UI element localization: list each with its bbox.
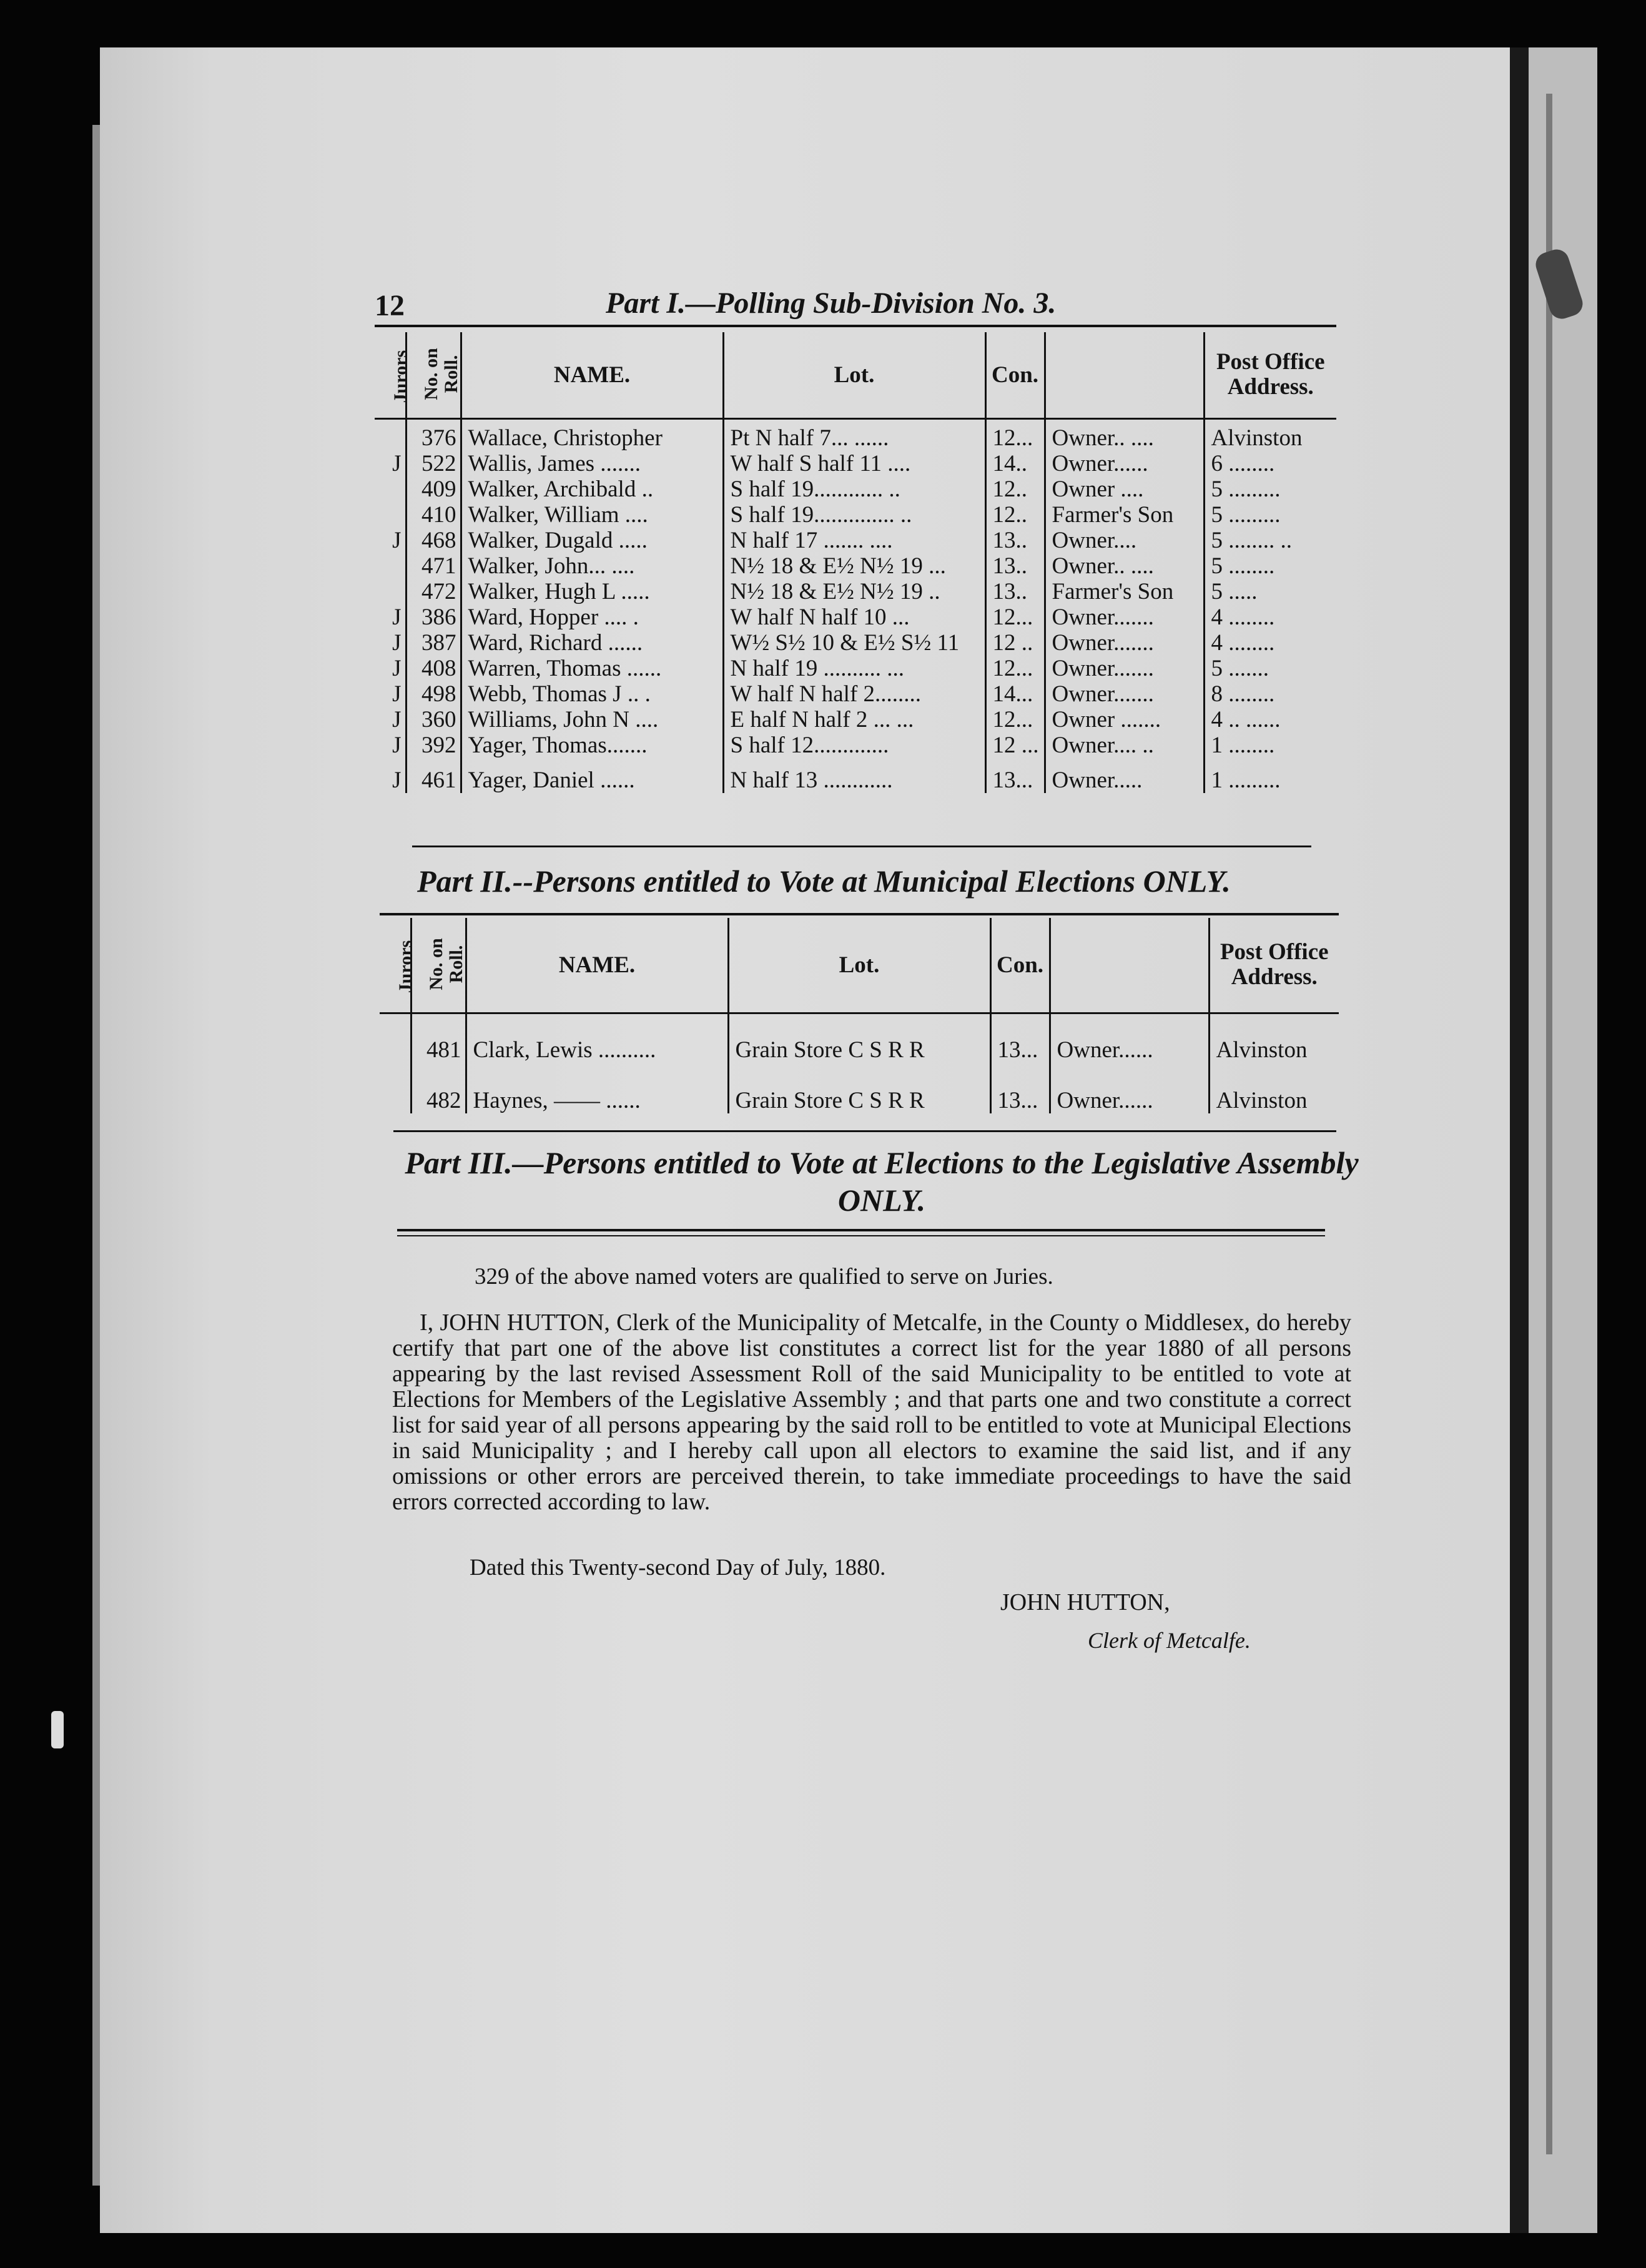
col-con: Con.	[990, 918, 1050, 1013]
table-row	[375, 707, 1336, 732]
rule	[397, 1229, 1325, 1231]
cell-occupation: Owner.......	[1045, 604, 1204, 630]
table-row	[380, 1063, 1339, 1113]
col-lot: Lot.	[728, 918, 990, 1013]
cell-con: 13..	[985, 528, 1045, 553]
table-row	[375, 418, 1336, 451]
col-jurors: Jurors	[375, 332, 406, 418]
cell-post-office: 4 .. ......	[1204, 707, 1336, 732]
part1-title: Part I.—Polling Sub-Division No. 3.	[606, 287, 1057, 320]
cell-jurors	[380, 1063, 411, 1113]
cell-con: 12 ..	[985, 630, 1045, 656]
cell-lot: E half N half 2 ... ...	[723, 707, 985, 732]
table-row	[375, 604, 1336, 630]
cell-roll: 410	[406, 502, 461, 528]
jurors-note: 329 of the above named voters are qualified to serve on Juries.	[475, 1264, 1053, 1289]
col-post-office: Post Office Address.	[1209, 918, 1339, 1013]
cell-roll: 386	[406, 604, 461, 630]
cell-name: Walker, John... ....	[461, 553, 723, 579]
cell-post-office: 1 .........	[1204, 767, 1336, 793]
table-row	[375, 732, 1336, 767]
cell-lot: Grain Store C S R R	[728, 1063, 990, 1113]
cell-jurors: J	[392, 767, 402, 793]
cell-roll: 498	[406, 681, 461, 707]
cell-occupation: Owner.... ..	[1045, 732, 1204, 767]
cell-con: 13..	[985, 579, 1045, 604]
table-row	[375, 579, 1336, 604]
cell-name: Walker, Archibald ..	[461, 476, 723, 502]
cell-occupation: Owner.....	[1045, 767, 1204, 793]
table-row	[380, 1013, 1339, 1063]
col-roll: No. on Roll.	[406, 332, 461, 418]
page-number: 12	[375, 289, 405, 322]
cell-occupation: Owner......	[1045, 451, 1204, 476]
cell-post-office: Alvinston	[1209, 1013, 1339, 1063]
cell-post-office: Alvinston	[1204, 418, 1336, 451]
cell-con: 12..	[985, 476, 1045, 502]
cell-con: 12..	[985, 502, 1045, 528]
cell-jurors	[375, 476, 406, 502]
cell-name: Webb, Thomas J .. .	[461, 681, 723, 707]
cell-name: Warren, Thomas ......	[461, 656, 723, 681]
cell-lot: W half N half 2........	[723, 681, 985, 707]
cell-post-office: 4 ........	[1204, 630, 1336, 656]
cell-roll: 468	[406, 528, 461, 553]
cell-occupation: Owner.. ....	[1045, 553, 1204, 579]
cell-lot: N half 17 ....... ....	[723, 528, 985, 553]
cell-jurors: J	[392, 630, 402, 656]
signature-title: Clerk of Metcalfe.	[1088, 1628, 1251, 1653]
cell-lot: S half 12.............	[723, 732, 985, 767]
col-lot: Lot.	[723, 332, 985, 418]
cell-con: 13...	[990, 1063, 1050, 1113]
col-jurors: Jurors	[380, 918, 411, 1013]
part2-title: Part II.--Persons entitled to Vote at Municipal Elections ONLY.	[417, 864, 1231, 899]
cell-roll: 471	[406, 553, 461, 579]
cell-name: Wallace, Christopher	[461, 418, 723, 451]
cell-occupation: Owner.......	[1045, 681, 1204, 707]
rule	[380, 913, 1339, 915]
part2-rows	[380, 1013, 1339, 1113]
col-post-office: Post Office Address.	[1204, 332, 1336, 418]
table-row	[375, 502, 1336, 528]
cell-con: 12...	[985, 707, 1045, 732]
cell-name: Haynes, —— ......	[466, 1063, 728, 1113]
table-row	[375, 451, 1336, 476]
cell-jurors: J	[392, 528, 402, 553]
signature-name: JOHN HUTTON,	[1000, 1589, 1170, 1615]
cell-roll: 408	[406, 656, 461, 681]
cell-con: 12...	[985, 656, 1045, 681]
cell-post-office: 5 .......	[1204, 656, 1336, 681]
table-row	[375, 681, 1336, 707]
cell-post-office: Alvinston	[1209, 1063, 1339, 1113]
cell-con: 14...	[985, 681, 1045, 707]
cell-occupation: Owner.......	[1045, 630, 1204, 656]
cell-jurors	[375, 502, 406, 528]
cell-con: 12...	[985, 604, 1045, 630]
col-occupation	[1045, 332, 1204, 418]
cell-post-office: 4 ........	[1204, 604, 1336, 630]
cell-occupation: Owner.. ....	[1045, 418, 1204, 451]
cell-roll: 522	[406, 451, 461, 476]
table-row	[375, 476, 1336, 502]
cell-post-office: 5 ........	[1204, 553, 1336, 579]
cell-name: Clark, Lewis ..........	[466, 1013, 728, 1063]
cell-roll: 392	[406, 732, 461, 767]
cell-post-office: 5 .........	[1204, 476, 1336, 502]
cell-occupation: Owner......	[1050, 1063, 1209, 1113]
col-name: NAME.	[466, 918, 728, 1013]
cell-lot: Grain Store C S R R	[728, 1013, 990, 1063]
rule	[397, 1235, 1325, 1236]
cell-con: 14..	[985, 451, 1045, 476]
cell-post-office: 1 ........	[1204, 732, 1336, 767]
cell-name: Wallis, James .......	[461, 451, 723, 476]
cell-occupation: Farmer's Son	[1045, 579, 1204, 604]
cell-post-office: 8 ........	[1204, 681, 1336, 707]
cell-jurors: J	[392, 451, 402, 476]
cell-roll: 360	[406, 707, 461, 732]
cell-con: 13...	[990, 1013, 1050, 1063]
cell-lot: W half S half 11 ....	[723, 451, 985, 476]
cell-occupation: Owner....	[1045, 528, 1204, 553]
cell-lot: N half 19 .......... ...	[723, 656, 985, 681]
cell-post-office: 5 .........	[1204, 502, 1336, 528]
cell-lot: W½ S½ 10 & E½ S½ 11	[723, 630, 985, 656]
cell-jurors	[375, 553, 406, 579]
cell-occupation: Farmer's Son	[1045, 502, 1204, 528]
cell-post-office: 6 ........	[1204, 451, 1336, 476]
cell-jurors	[380, 1013, 411, 1063]
cell-roll: 481	[411, 1013, 466, 1063]
cell-jurors: J	[392, 604, 402, 630]
cell-jurors: J	[392, 732, 402, 758]
cell-con: 13...	[985, 767, 1045, 793]
dated-line: Dated this Twenty-second Day of July, 1880.	[470, 1555, 886, 1580]
cell-roll: 409	[406, 476, 461, 502]
cell-con: 12 ...	[985, 732, 1045, 767]
part2-table	[380, 918, 1339, 1113]
col-occupation	[1050, 918, 1209, 1013]
cell-roll: 461	[406, 767, 461, 793]
cell-name: Ward, Richard ......	[461, 630, 723, 656]
rule	[412, 846, 1311, 847]
cell-occupation: Owner......	[1050, 1013, 1209, 1063]
cell-occupation: Owner.......	[1045, 656, 1204, 681]
cell-name: Walker, William ....	[461, 502, 723, 528]
part3-title: Part III.—Persons entitled to Vote at Elections to the Legislative Assembly ONLY.	[405, 1145, 1359, 1218]
cell-occupation: Owner ....	[1045, 476, 1204, 502]
cell-name: Williams, John N ....	[461, 707, 723, 732]
table-row	[375, 630, 1336, 656]
cell-name: Yager, Thomas.......	[461, 732, 723, 767]
rule	[375, 325, 1336, 327]
cell-jurors	[375, 418, 406, 451]
cell-con: 12...	[985, 418, 1045, 451]
cell-occupation: Owner .......	[1045, 707, 1204, 732]
cell-lot: S half 19............ ..	[723, 476, 985, 502]
table-row	[375, 528, 1336, 553]
col-con: Con.	[985, 332, 1045, 418]
cell-lot: W half N half 10 ...	[723, 604, 985, 630]
part1-rows	[375, 418, 1336, 793]
cell-lot: N½ 18 & E½ N½ 19 ..	[723, 579, 985, 604]
cell-lot: Pt N half 7... ......	[723, 418, 985, 451]
cell-name: Ward, Hopper .... .	[461, 604, 723, 630]
col-roll: No. on Roll.	[411, 918, 466, 1013]
cell-name: Walker, Hugh L .....	[461, 579, 723, 604]
cell-name: Walker, Dugald .....	[461, 528, 723, 553]
certification-paragraph: I, JOHN HUTTON, Clerk of the Municipality of Metcalfe, in the County o Middlesex, do hereby certify that part one of the above list constitutes a correct list for the year 1880 of all persons appearing by the last revised Assessment Roll of the said Municipality to be entitled to vote at Elections for Members of the Legislative Assembly ; and that parts one and two constitute a correct list for said year of all persons appearing by the said roll to be entitled to vote at Municipal Elections in said Municipality ; and I hereby call upon all electors to examine the said list, and if any omissions or other errors are perceived therein, to take immediate proceedings to have the said errors corrected according to law.	[392, 1309, 1351, 1515]
part1-table	[375, 332, 1336, 793]
table-row	[375, 656, 1336, 681]
cell-jurors: J	[392, 656, 402, 681]
cell-jurors: J	[392, 707, 402, 732]
table-row	[375, 553, 1336, 579]
rule	[393, 1130, 1336, 1132]
cell-con: 13..	[985, 553, 1045, 579]
cell-post-office: 5 .....	[1204, 579, 1336, 604]
table-row	[375, 767, 1336, 793]
cell-jurors	[375, 579, 406, 604]
cell-roll: 472	[406, 579, 461, 604]
cell-jurors: J	[392, 681, 402, 707]
cell-roll: 482	[411, 1063, 466, 1113]
cell-lot: S half 19.............. ..	[723, 502, 985, 528]
col-name: NAME.	[461, 332, 723, 418]
cell-name: Yager, Daniel ......	[461, 767, 723, 793]
cell-lot: N half 13 ............	[723, 767, 985, 793]
cell-roll: 376	[406, 418, 461, 451]
cell-roll: 387	[406, 630, 461, 656]
cell-post-office: 5 ........ ..	[1204, 528, 1336, 553]
cell-lot: N½ 18 & E½ N½ 19 ...	[723, 553, 985, 579]
